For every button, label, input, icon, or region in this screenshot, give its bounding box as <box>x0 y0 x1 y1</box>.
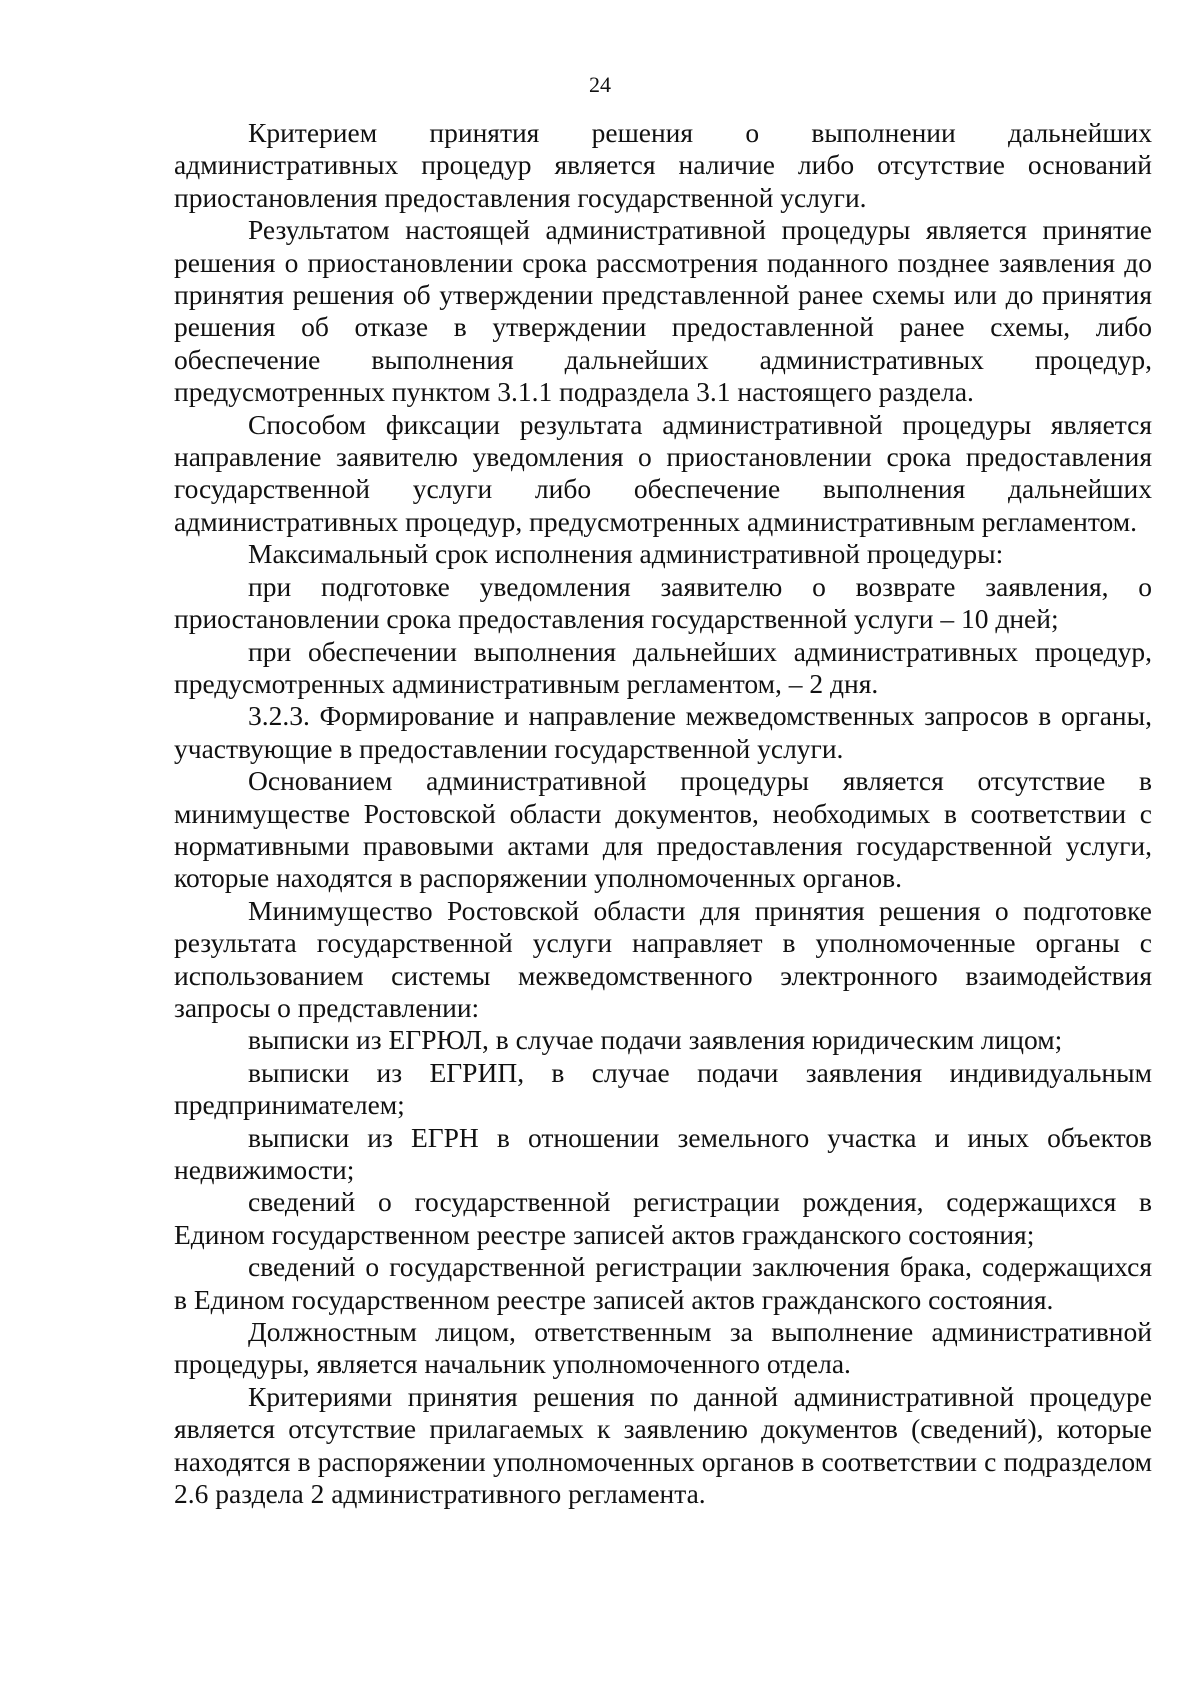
list-item-birth-registration: сведений о государственной регистрации рождения, содержащихся в Едином государственном реестре записей актов гражданского состояния; <box>174 1186 1152 1250</box>
paragraph-max-term: Максимальный срок исполнения административной процедуры: <box>248 538 1004 570</box>
list-item-egrul: выписки из ЕГРЮЛ, в случае подачи заявления юридическим лицом; <box>248 1024 1063 1056</box>
list-item-egrn: выписки из ЕГРН в отношении земельного участка и иных объектов недвижимости; <box>174 1121 1152 1185</box>
document-body <box>174 117 1152 1510</box>
paragraph-term-further-procedures: при обеспечении выполнения дальнейших административных процедур, предусмотренных административным регламентом, – 2 дня. <box>174 635 1152 699</box>
paragraph-responsible-official: Должностным лицом, ответственным за выполнение административной процедуры, является начальник уполномоченного отдела. <box>174 1316 1152 1380</box>
paragraph-result-fixation: Способом фиксации результата административной процедуры является направление заявителю уведомления о приостановлении срока предоставления государственной услуги либо обеспечение выполнения дальнейших административных процедур, предусмотренных административным регламентом. <box>174 408 1152 537</box>
paragraph-procedure-result: Результатом настоящей административной процедуры является принятие решения о приостановлении срока рассмотрения поданного позднее заявления до принятия решения об утверждении представленной ранее схемы или до принятия решения об отказе в утверждении предоставленной ранее схемы, либо обеспечение выполнения дальнейших административных процедур, предусмотренных пунктом 3.1.1 подраздела 3.1 настоящего раздела. <box>174 214 1152 408</box>
list-item-egrip: выписки из ЕГРИП, в случае подачи заявления индивидуальным предпринимателем; <box>174 1056 1152 1121</box>
paragraph-decision-criteria: Критериями принятия решения по данной административной процедуре является отсутствие прилагаемых к заявлению документов (сведений), которые находятся в распоряжении уполномоченных органов в соответствии с подразделом 2.6 раздела 2 административного регламента. <box>174 1380 1152 1510</box>
paragraph-section-3-2-3: 3.2.3. Формирование и направление межведомственных запросов в органы, участвующие в предоставлении государственной услуги. <box>174 700 1152 764</box>
page-number: 24 <box>589 72 611 97</box>
paragraph-procedure-basis: Основанием административной процедуры является отсутствие в минимуществе Ростовской области документов, необходимых в соответствии с нормативными правовыми актами для предоставления государственной услуги, которые находятся в распоряжении уполномоченных органов. <box>174 765 1152 894</box>
paragraph-decision-criterion: Критерием принятия решения о выполнении дальнейших административных процедур является наличие либо отсутствие оснований приостановления предоставления государственной услуги. <box>174 117 1152 213</box>
paragraph-term-notification: при подготовке уведомления заявителю о возврате заявления, о приостановлении срока предоставления государственной услуги – 10 дней; <box>174 570 1152 635</box>
list-item-marriage-registration: сведений о государственной регистрации заключения брака, содержащихся в Едином государственном реестре записей актов гражданского состояния. <box>174 1251 1152 1315</box>
paragraph-interagency-requests: Минимущество Ростовской области для принятия решения о подготовке результата государственной услуги направляет в уполномоченные органы с использованием системы межведомственного электронного взаимодействия запросы о представлении: <box>174 894 1152 1023</box>
